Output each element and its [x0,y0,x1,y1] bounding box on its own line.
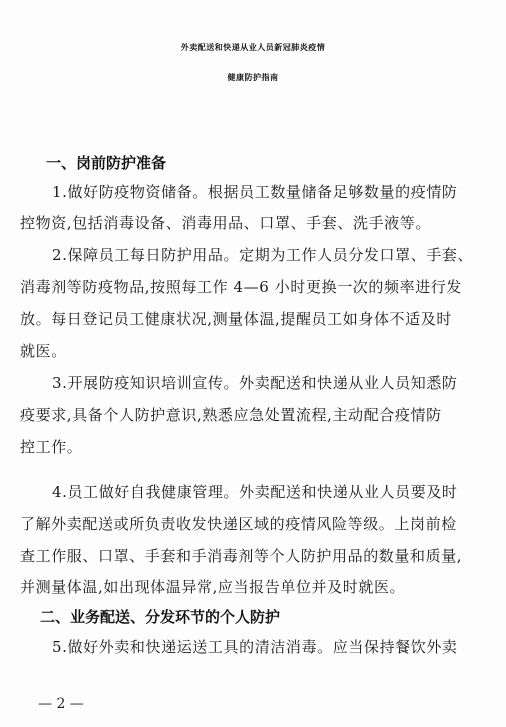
page-number: — 2 — [38,696,84,712]
paragraph-line: 放。每日登记员工健康状况,测量体温,提醒员工如身体不适及时 [20,310,452,328]
paragraph-line: 3.开展防疫知识培训宣传。外卖配送和快递从业人员知悉防 [52,374,458,392]
paragraph-line: 控工作。 [20,438,83,456]
paragraph-line: 5.做好外卖和快递运送工具的清洁消毒。应当保持餐饮外卖 [52,638,458,656]
paragraph-line: 了解外卖配送或所负责收发快递区域的疫情风险等级。上岗前检 [20,515,457,533]
paragraph-line: 就医。 [20,342,67,360]
paragraph-line: 4.员工做好自我健康管理。外卖配送和快递从业人员要及时 [52,483,458,501]
paragraph-line: 控物资,包括消毒设备、消毒用品、口罩、手套、洗手液等。 [20,214,431,232]
paragraph-line: 并测量体温,如出现体温异常,应当报告单位并及时就医。 [20,578,406,596]
paragraph-line: 查工作服、口罩、手套和手消毒剂等个人防护用品的数量和质量, [20,547,463,565]
paragraph-line: 2.保障员工每日防护用品。定期为工作人员分发口罩、手套、 [52,246,474,264]
document-title-line-1: 外卖配送和快递从业人员新冠肺炎疫情 [180,43,326,52]
paragraph-line: 1.做好防疫物资储备。根据员工数量储备足够数量的疫情防 [52,183,458,201]
section-2-heading: 二、业务配送、分发环节的个人防护 [40,608,281,626]
paragraph-line: 疫要求,具备个人防护意识,熟悉应急处置流程,主动配合疫情防 [20,406,442,424]
document-title-line-2: 健康防护指南 [227,73,279,82]
section-1-heading: 一、岗前防护准备 [46,154,167,172]
paragraph-line: 消毒剂等防疫物品,按照每工作 4—6 小时更换一次的频率进行发 [20,278,462,296]
